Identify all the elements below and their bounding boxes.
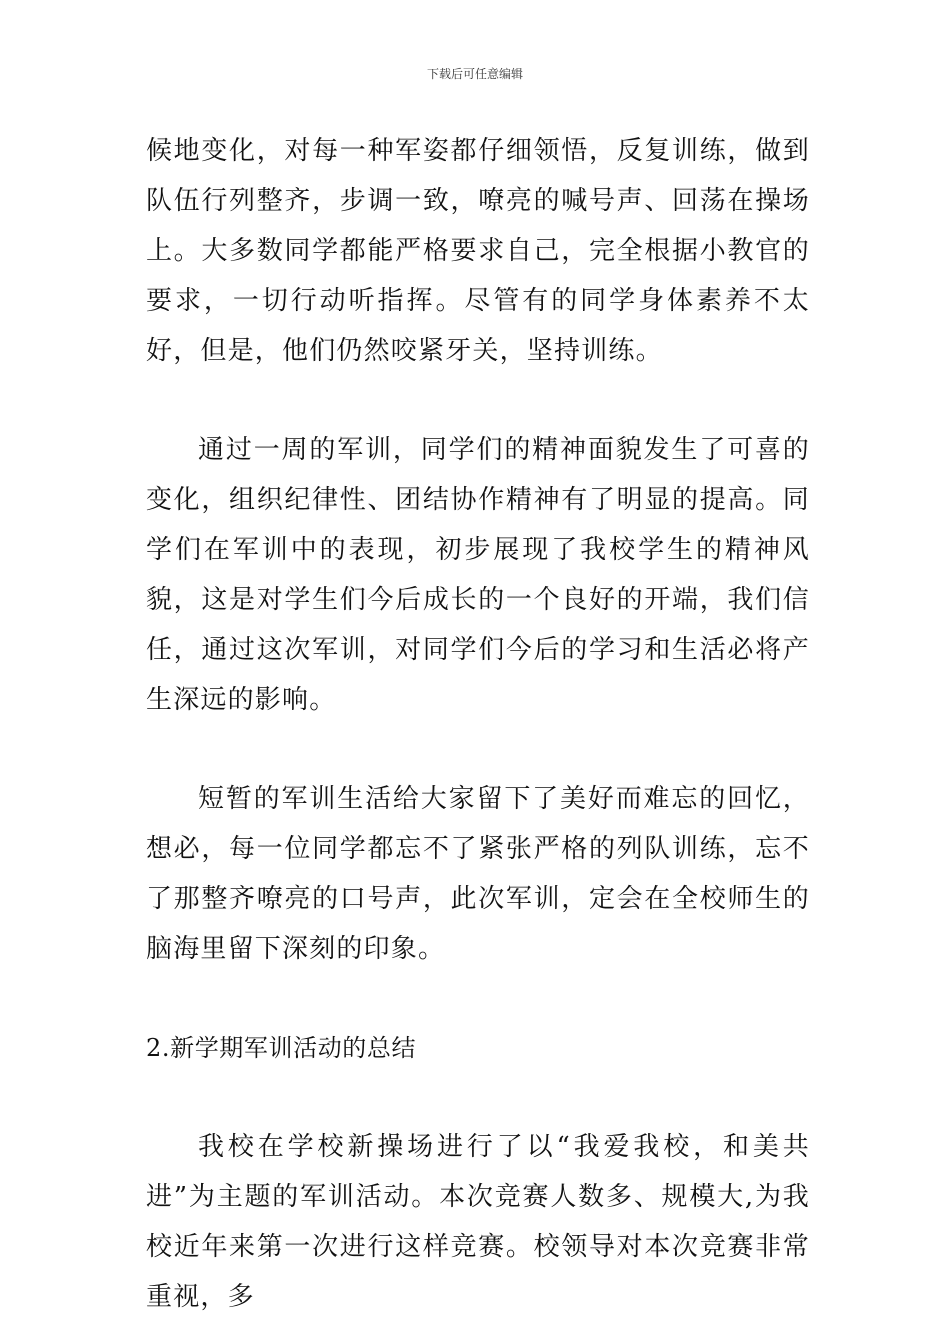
document-body xyxy=(146,126,810,1322)
paragraph-training-continued: 候地变化，对每一种军姿都仔细领悟，反复训练，做到队伍行列整齐，步调一致，嘹亮的喊号声、回荡在操场上。大多数同学都能严格要求自己，完全根据小教官的要求，一切行动听指挥。尽管有的同学身体素养不太好，但是，他们仍然咬紧牙关，坚持训练。 xyxy=(146,136,810,366)
paragraph-new-semester: 我校在学校新操场进行了以“我爱我校，和美共进”为主题的军训活动。本次竞赛人数多、规模大,为我校近年来第一次进行这样竞赛。校领导对本次竞赛非常重视，多 xyxy=(146,1132,810,1312)
section-heading: 2.新学期军训活动的总结 xyxy=(146,1034,417,1062)
paragraph-gap xyxy=(146,376,810,425)
paragraph-memories: 短暂的军训生活给大家留下了美好而难忘的回忆，想必，每一位同学都忘不了紧张严格的列队训练，忘不了那整齐嘹亮的口号声，此次军训，定会在全校师生的脑海里留下深刻的印象。 xyxy=(146,784,810,964)
page-header-note: 下载后可任意编辑 xyxy=(426,67,523,81)
paragraph-gap xyxy=(146,1073,810,1122)
paragraph-gap xyxy=(146,974,810,1023)
paragraph-training-results: 通过一周的军训，同学们的精神面貌发生了可喜的变化，组织纪律性、团结协作精神有了明显的提高。同学们在军训中的表现，初步展现了我校学生的精神风貌，这是对学生们今后成长的一个良好的开端，我们信任，通过这次军训，对同学们今后的学习和生活必将产生深远的影响。 xyxy=(146,435,810,715)
paragraph-gap xyxy=(146,725,810,774)
